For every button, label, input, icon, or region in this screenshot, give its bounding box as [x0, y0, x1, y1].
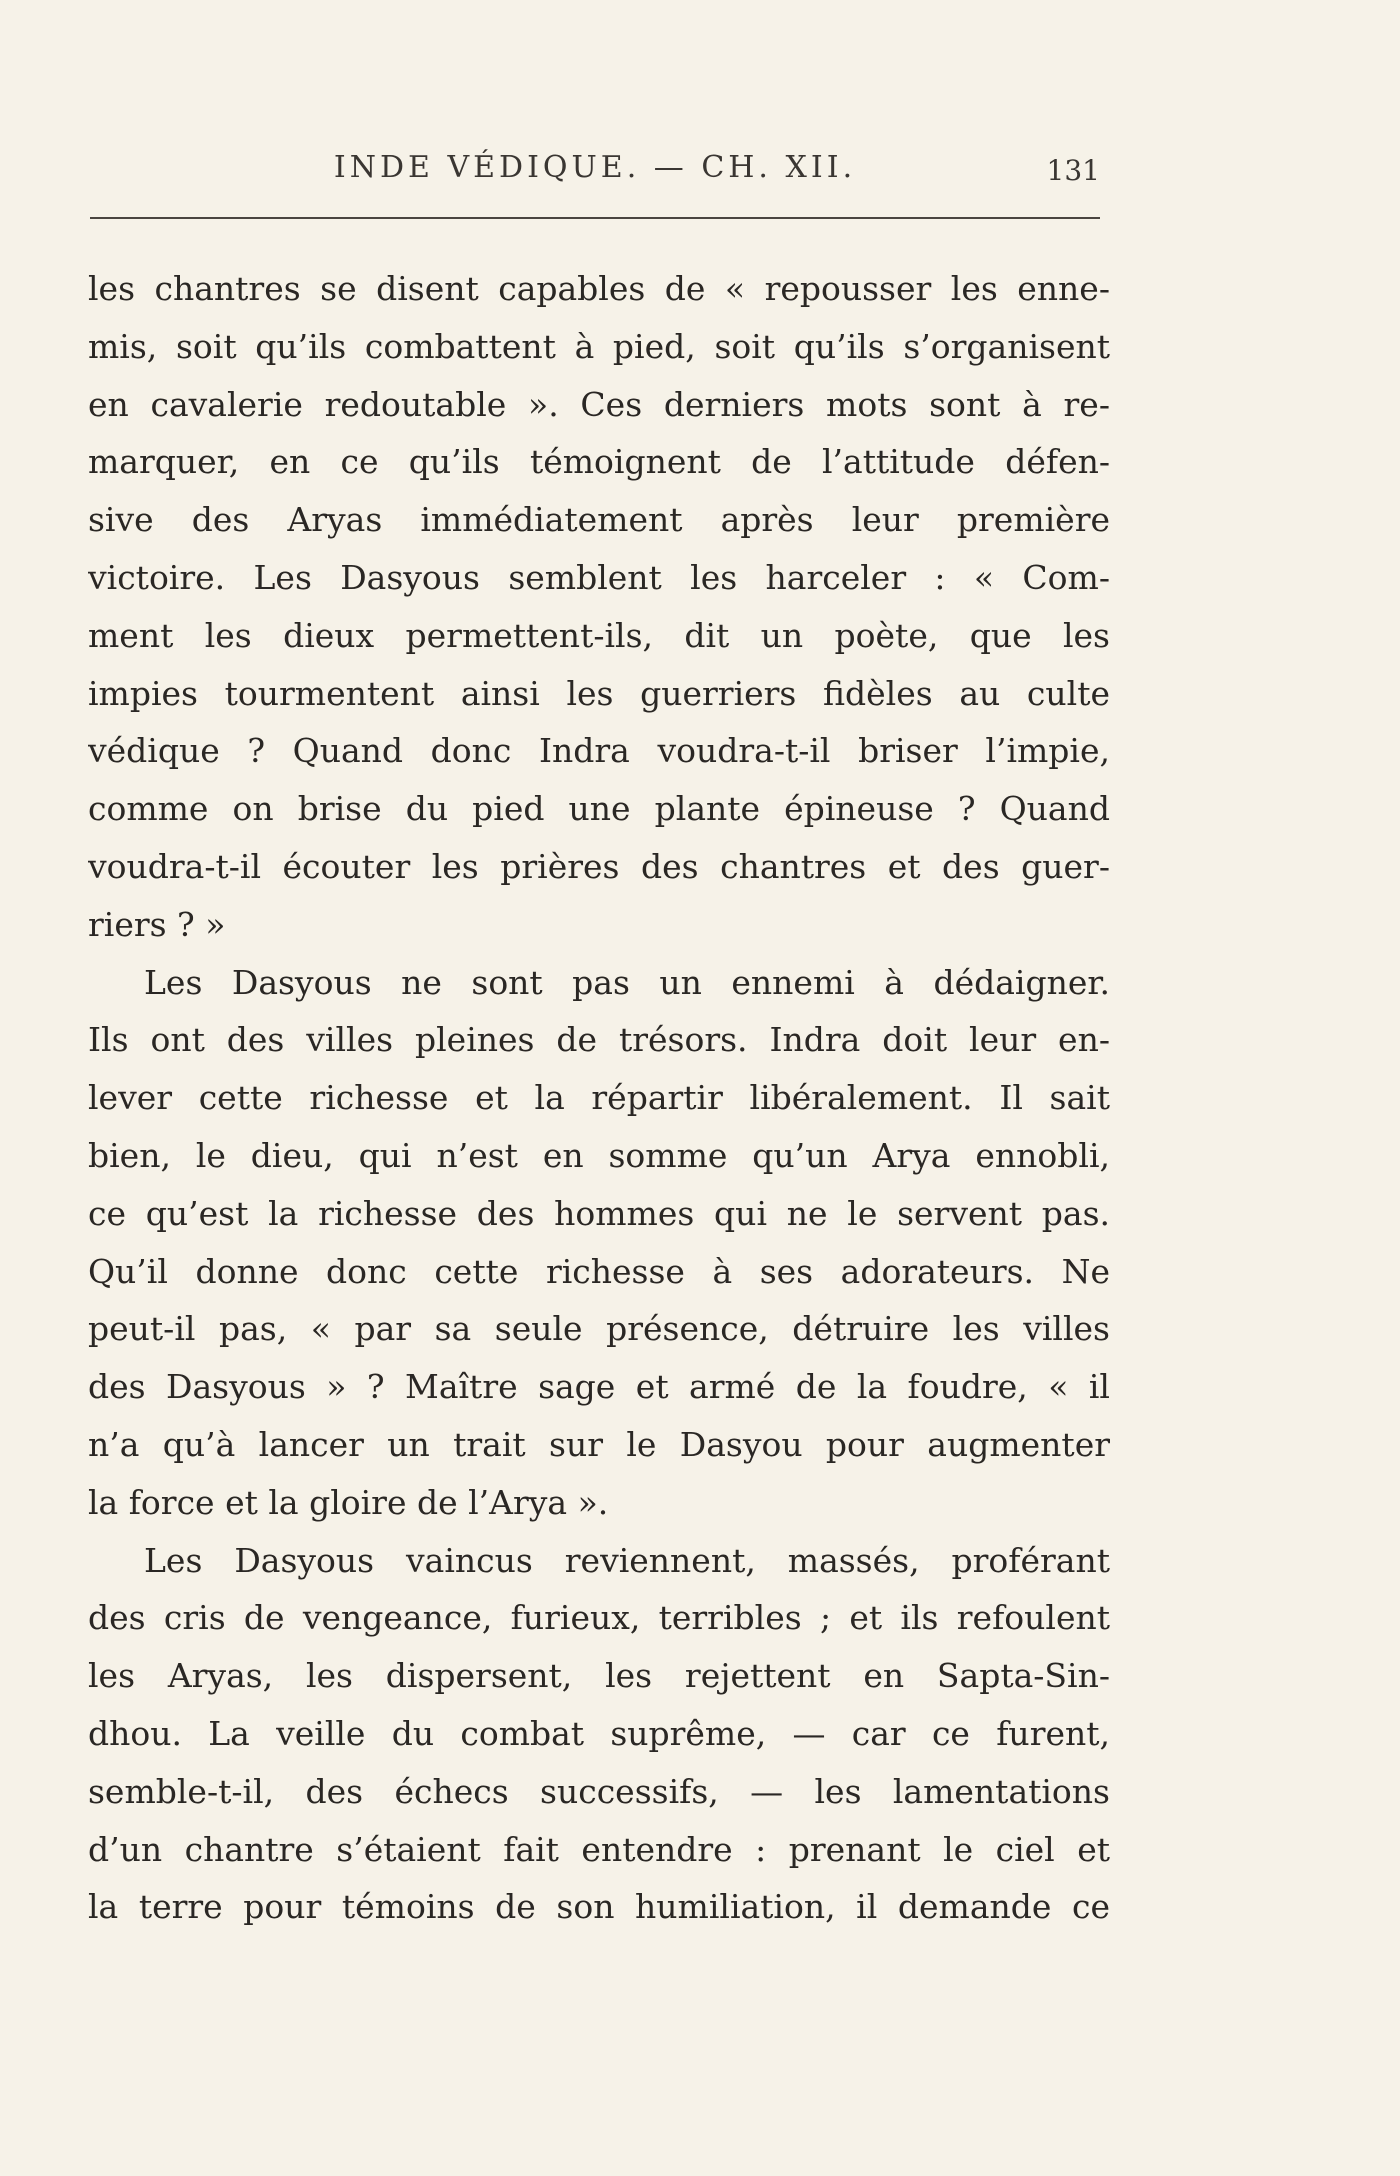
header-rule: [90, 217, 1100, 219]
body-text: [88, 260, 1110, 1936]
text-line: impies tourmentent ainsi les guerriers fidèles au culte: [88, 673, 1110, 713]
text-line: des cris de vengeance, furieux, terribles ; et ils refoulent: [88, 1598, 1110, 1638]
text-line: marquer, en ce qu’ils témoignent de l’attitude défen-: [88, 442, 1110, 482]
text-line: ce qu’est la richesse des hommes qui ne le servent pas.: [88, 1193, 1110, 1233]
text-line: Ils ont des villes pleines de trésors. Indra doit leur en-: [88, 1020, 1110, 1060]
page-number: 131: [1046, 154, 1100, 187]
text-line: dhou. La veille du combat suprême, — car ce furent,: [88, 1713, 1110, 1753]
text-line: Les Dasyous ne sont pas un ennemi à dédaigner.: [144, 962, 1110, 1002]
text-line: bien, le dieu, qui n’est en somme qu’un Arya ennobli,: [88, 1135, 1110, 1175]
text-line: les Aryas, les dispersent, les rejettent en Sapta-Sin-: [88, 1656, 1110, 1696]
text-line: ment les dieux permettent-ils, dit un poète, que les: [88, 615, 1110, 655]
text-line: n’a qu’à lancer un trait sur le Dasyou pour augmenter: [88, 1424, 1110, 1464]
running-head: [90, 150, 1100, 200]
text-line: Qu’il donne donc cette richesse à ses adorateurs. Ne: [88, 1251, 1110, 1291]
text-line: en cavalerie redoutable ». Ces derniers mots sont à re-: [88, 384, 1110, 424]
text-line: peut-il pas, « par sa seule présence, détruire les villes: [88, 1309, 1110, 1349]
text-line: semble-t-il, des échecs successifs, — les lamentations: [88, 1771, 1110, 1811]
text-line: védique ? Quand donc Indra voudra-t-il briser l’impie,: [88, 731, 1110, 771]
text-line: mis, soit qu’ils combattent à pied, soit qu’ils s’organisent: [88, 326, 1110, 366]
text-line: comme on brise du pied une plante épineuse ? Quand: [88, 789, 1110, 829]
text-line: d’un chantre s’étaient fait entendre : prenant le ciel et: [88, 1829, 1110, 1869]
text-line: les chantres se disent capables de « repousser les enne-: [88, 269, 1110, 308]
text-line: voudra-t-il écouter les prières des chantres et des guer-: [88, 846, 1110, 886]
text-line: la terre pour témoins de son humiliation, il demande ce: [88, 1887, 1110, 1927]
text-line: victoire. Les Dasyous semblent les harceler : « Com-: [88, 557, 1110, 597]
text-line: riers ? »: [88, 904, 226, 944]
text-line: la force et la gloire de l’Arya ».: [88, 1482, 609, 1522]
running-title: INDE VÉDIQUE. — CH. XII.: [333, 150, 857, 185]
text-line: Les Dasyous vaincus reviennent, massés, proférant: [144, 1540, 1110, 1580]
text-line: sive des Aryas immédiatement après leur première: [88, 500, 1110, 540]
text-line: des Dasyous » ? Maître sage et armé de la foudre, « il: [88, 1367, 1110, 1407]
text-line: lever cette richesse et la répartir libéralement. Il sait: [88, 1078, 1110, 1118]
